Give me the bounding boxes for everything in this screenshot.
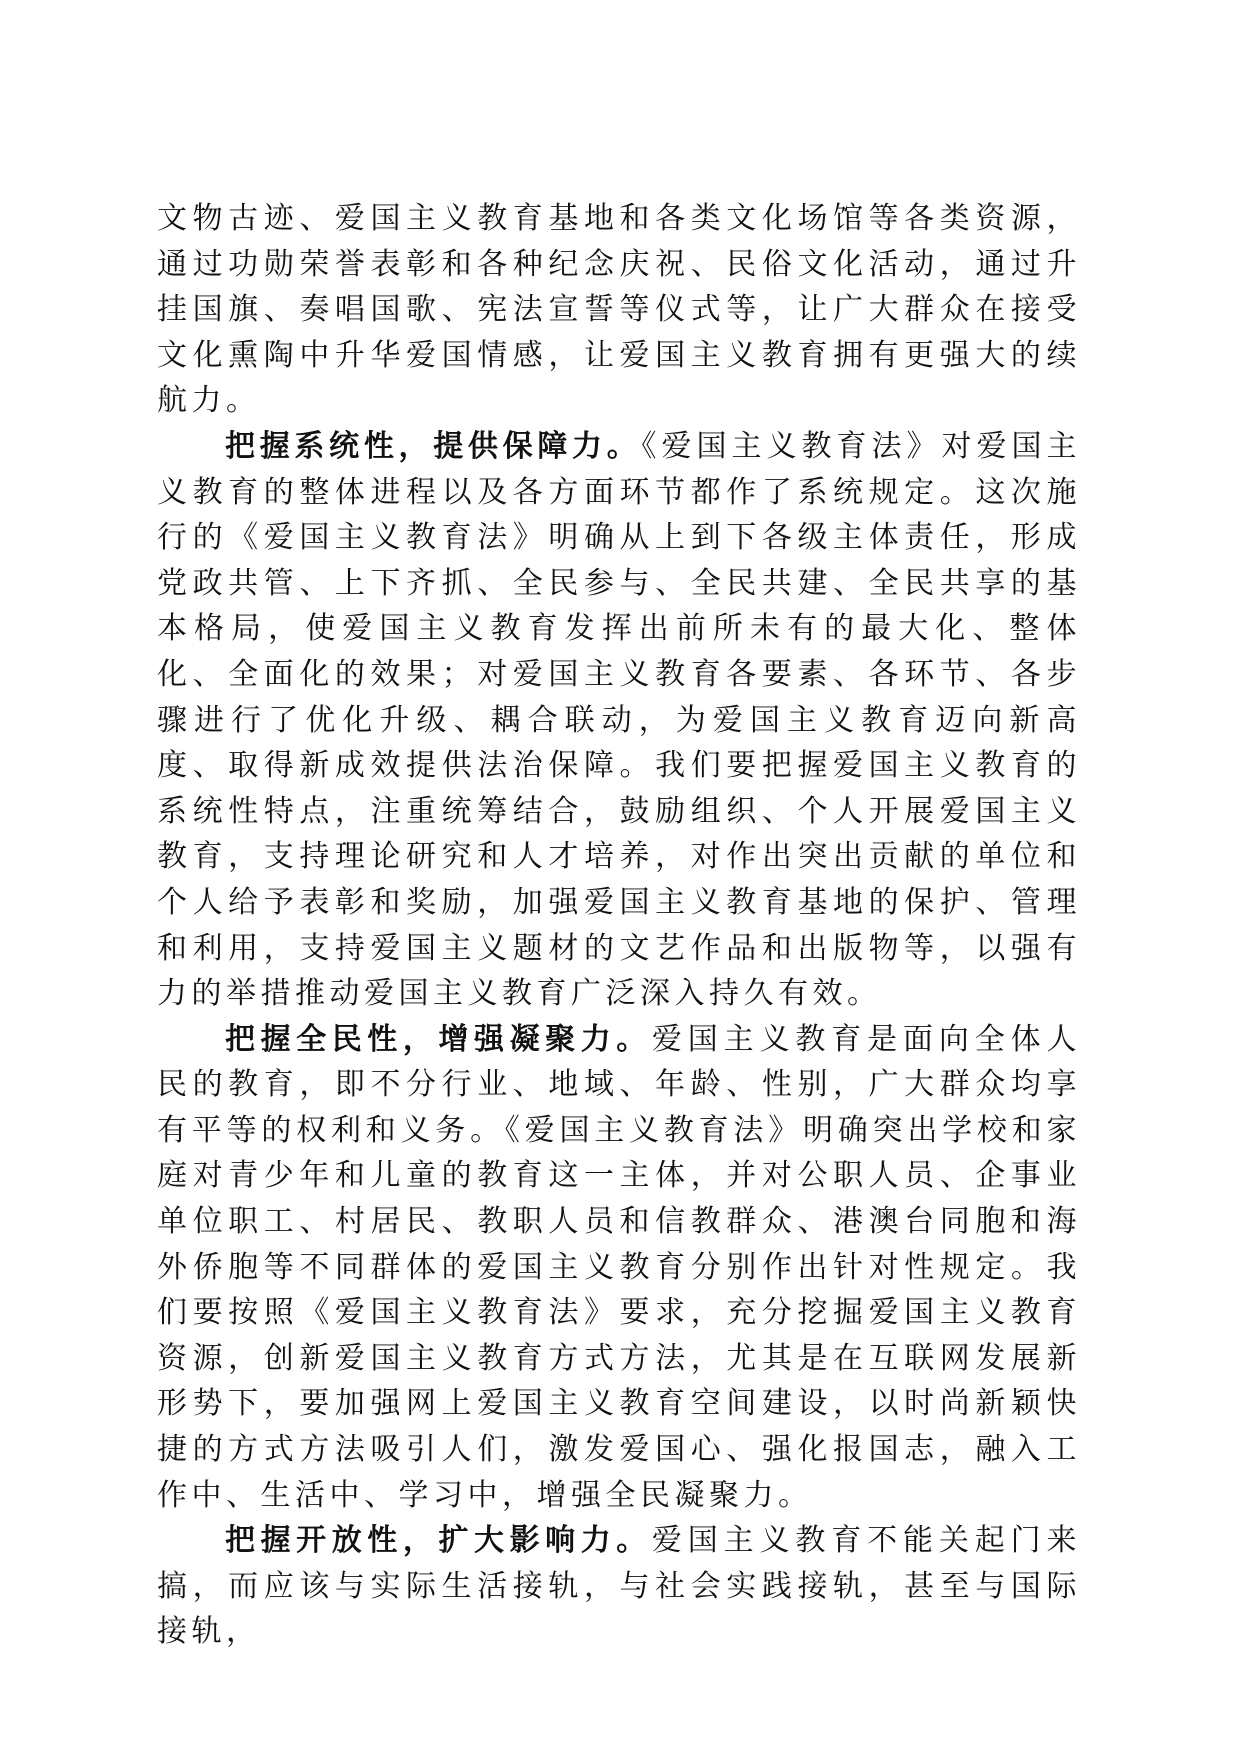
paragraph-lead-heading: 把握系统性，提供保障力。 bbox=[225, 428, 642, 464]
paragraph-systematic bbox=[157, 424, 1081, 1017]
paragraph-text: 爱国主义教育不能关起门来搞，而应该与实际生活接轨，与社会实践接轨，甚至与国际接轨， bbox=[157, 1523, 1082, 1650]
article-body bbox=[157, 196, 1081, 1655]
paragraph-text: 《爱国主义教育法》对爱国主义教育的整体进程以及各方面环节都作了系统规定。这次施行的《爱国主义教育法》明确从上到下各级主体责任，形成党政共管、上下齐抓、全民参与、全民共建、全民共享的基本格局，使爱国主义教育发挥出前所未有的最大化、整体化、全面化的效果；对爱国主义教育各要素、各环节、各步骤进行了优化升级、耦合联动，为爱国主义教育迈向新高度、取得新成效提供法治保障。我们要把握爱国主义教育的系统性特点，注重统筹结合，鼓励组织、个人开展爱国主义教育，支持理论研究和人才培养，对作出突出贡献的单位和个人给予表彰和奖励，加强爱国主义教育基地的保护、管理和利用，支持爱国主义题材的文艺作品和出版物等，以强有力的举措推动爱国主义教育广泛深入持久有效。 bbox=[157, 428, 1081, 1012]
paragraph-openness bbox=[157, 1518, 1081, 1655]
paragraph-text: 爱国主义教育是面向全体人民的教育，即不分行业、地域、年龄、性别，广大群众均享有平等的权利和义务。《爱国主义教育法》明确突出学校和家庭对青少年和儿童的教育这一主体，并对公职人员、企事业单位职工、村居民、教职人员和信教群众、港澳台同胞和海外侨胞等不同群体的爱国主义教育分别作出针对性规定。我们要按照《爱国主义教育法》要求，充分挖掘爱国主义教育资源，创新爱国主义教育方式方法，尤其是在互联网发展新形势下，要加强网上爱国主义教育空间建设，以时尚新颖快捷的方式方法吸引人们，激发爱国心、强化报国志，融入工作中、生活中、学习中，增强全民凝聚力。 bbox=[157, 1021, 1082, 1513]
paragraph-continued bbox=[157, 196, 1081, 424]
paragraph-lead-heading: 把握全民性，增强凝聚力。 bbox=[225, 1021, 652, 1057]
paragraph-universal bbox=[157, 1017, 1081, 1519]
paragraph-text: 文物古迹、爱国主义教育基地和各类文化场馆等各类资源，通过功勋荣誉表彰和各种纪念庆祝、民俗文化活动，通过升挂国旗、奏唱国歌、宪法宣誓等仪式等，让广大群众在接受文化熏陶中升华爱国情感，让爱国主义教育拥有更强大的续航力。 bbox=[157, 201, 1081, 419]
paragraph-lead-heading: 把握开放性，扩大影响力。 bbox=[225, 1523, 652, 1559]
